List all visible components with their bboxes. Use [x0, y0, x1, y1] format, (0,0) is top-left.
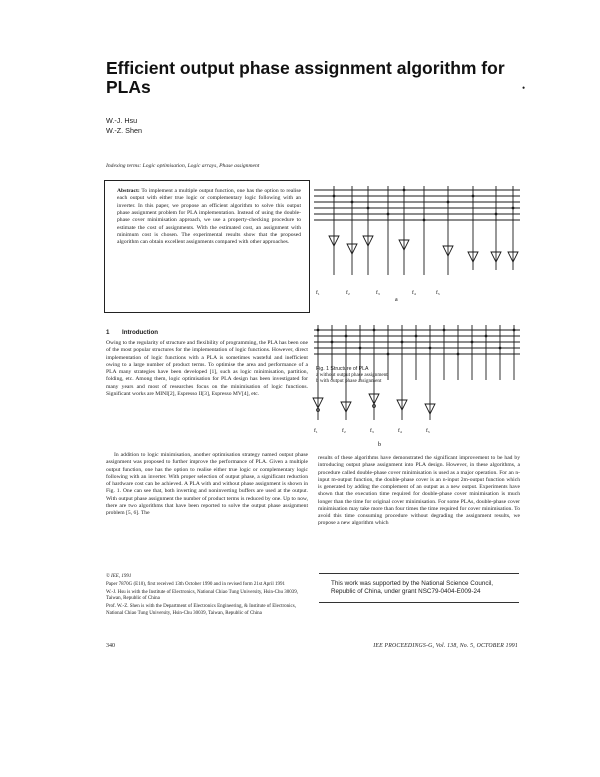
- author-list: [106, 116, 142, 135]
- index-terms: Indexing terms: Logic optimisation, Logic arrays, Phase assignment: [106, 163, 260, 169]
- author-affiliation-1: W.-J. Hsu is with the Institute of Electronics, National Chiao Tung University, Hsin-Chu 30039, Taiwan, Republic of China: [106, 590, 298, 602]
- panel-a-label: a: [395, 297, 398, 303]
- output-label: f₄: [398, 428, 402, 434]
- output-label: f₁: [314, 428, 318, 434]
- journal-footer: IEE PROCEEDINGS-G, Vol. 138, No. 5, OCTOBER 1991: [373, 643, 518, 649]
- footnotes: [106, 574, 308, 619]
- output-label: f₃: [376, 290, 380, 296]
- author-name: W.-Z. Shen: [106, 125, 142, 135]
- section-number: 1: [106, 329, 110, 336]
- output-label: f₅: [426, 428, 430, 434]
- abstract-box: [104, 180, 310, 313]
- pla-panel-a: [314, 186, 520, 275]
- author-name: W.-J. Hsu: [106, 116, 138, 125]
- intro-paragraph-2: In addition to logic minimisation, another optimisation strategy named output phase assignment was proposed to further improve the performance of PLA. Given a multiple output function, one has the option to realise either true logic or complementary logic following with an inverter. With proper selection of output phase, a significant reduction of hardware cost can be achieved. A PLA with and without phase assignment is shown in Fig. 1. One can see that, both inverting and noninverting buffers are used at the output. With output phase assignment the number of product terms is reduced by one. Up to now, there are two algorithms that have been reported to solve the output phase assignment problem [5, 6]. The: [106, 452, 308, 516]
- figure-caption-a: a without output phase assignment: [316, 372, 388, 379]
- page-number: 340: [106, 643, 115, 649]
- author-affiliation-2: Prof. W.-Z. Shen is with the Department of Electronics Engineering, & Institute of Electronics, National Chiao Tung University, Hsin-Chu 30039, Taiwan, Republic of China: [106, 604, 296, 616]
- output-label: f₁: [316, 290, 320, 296]
- abstract-text: To implement a multiple output function, one has the option to realise each output with either true logic or complementary logic following with an inverter. In this paper, we propose an efficient algorithm to solve this output phase assignment problem for PLA implementation. Instead of using the double-phase cover minimisation approach, we use a property-checking procedure to estimate the cost of assignments. With the estimated cost, an assignment with minimum cost is chosen. The experimental results show that the proposed algorithm can obtain excellent assignments compared with other approaches.: [117, 188, 301, 246]
- intro-paragraph-2-wrap: [106, 452, 308, 517]
- acknowledgement-box: This work was supported by the National Science Council, Republic of China, under grant NSC79-0404-E009-24: [319, 573, 519, 603]
- figure-caption-title: Fig. 1 Structure of PLA: [316, 366, 369, 372]
- pla-figure: [308, 180, 530, 380]
- section-title: Introduction: [122, 329, 159, 336]
- paper-history-note: Paper 7870G (E10), first received 13th October 1990 and in revised form 21st April 1991: [106, 582, 285, 587]
- pla-panel-a-dots: [333, 189, 515, 222]
- figure-caption-b: b with output phase assignment: [316, 378, 382, 385]
- section-heading-introduction: [106, 329, 158, 336]
- panel-b-label: b: [378, 442, 381, 448]
- output-label: f₃: [370, 428, 374, 434]
- output-label: f₂: [346, 290, 350, 296]
- column-2-text: results of these algorithms have demonstrated the significant improvement to be had by introducing output phase assignment into PLA design. However, in these algorithms, a procedure called double-phase cover minimisation is used as a major operation. For an n-input m-output function, the double-phase cover is an n-input 2m-output function which is generated by adding the complement of an output as a new output. Experiments have shown that the execution time required for double-phase cover minimisation is much longer than the time for original cover minimisation. For some PLAs, double-phase cover minimisation may take more than four times the time required for cover minimisation. To avoid this time consuming procedure without degrading the assignment results, we propose a new algorithm which: [318, 455, 520, 527]
- output-label: f₄: [412, 290, 416, 296]
- corner-mark: •: [522, 83, 526, 93]
- output-label: f₅: [436, 290, 440, 296]
- output-label: f₂: [342, 428, 346, 434]
- pla-panel-b-buffers: [313, 380, 435, 420]
- copyright-note: © IEE, 1991: [106, 574, 132, 579]
- abstract-label: Abstract:: [117, 188, 140, 194]
- intro-paragraph-1: Owing to the regularity of structure and flexibility of programming, the PLA has been one of the most popular structures for the implementation of logic functions. However, direct implementation of logic functions with a PLA is sometimes wasteful and inefficient owing to a large number of product terms. To optimise the area and performance of a PLA many strategies have been developed [1], such as logic minimisation, partition, folding, etc. Among them, logic optimisation for PLA design has been investigated for many years and most of researches focus on the minimisation of logic functions. Significant works are MINI[2], Espresso II[3], Espresso MV[4], etc.: [106, 340, 308, 397]
- pla-figure-panel-b-outputs: [308, 380, 518, 450]
- paper-title: Efficient output phase assignment algorithm for PLAs: [106, 58, 505, 97]
